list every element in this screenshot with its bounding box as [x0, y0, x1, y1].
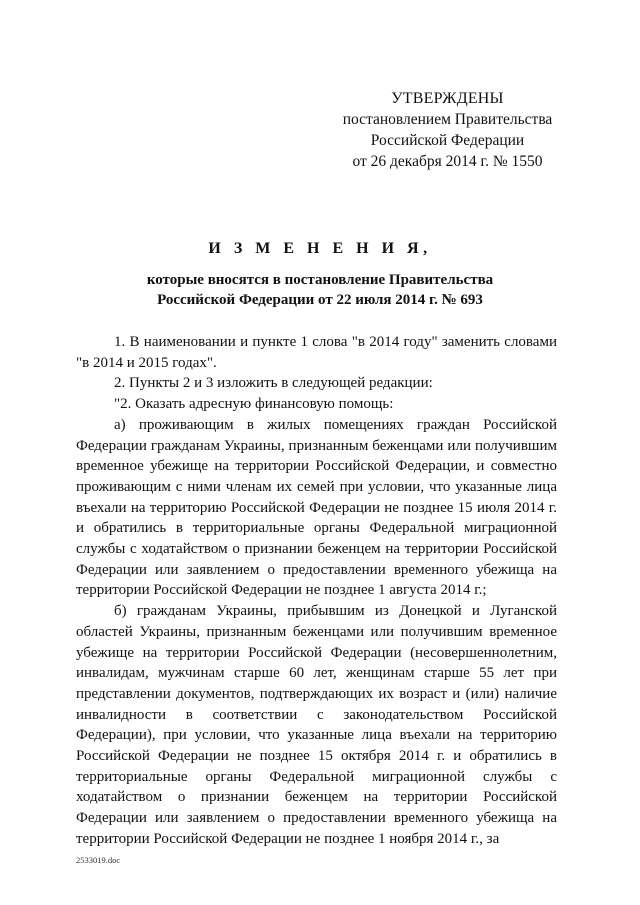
paragraph-5: б) гражданам Украины, прибывшим из Донецкой и Луганской областей Украины, признанным беженцами или получившим временное убежище на территории Российской Федерации (несовершеннолетним, инвалидам, мужчинам старше 60 лет, женщинам старше 55 лет при представлении документов, подтверждающих их возраст и (или) наличие инвалидности в соответствии с законодательством Российской Федерации), при условии, что указанные лица въехали на территорию Российской Федерации не позднее 15 октября 2014 г. и обратились в территориальные органы Федеральной миграционной службы с ходатайством о признании беженцем на территории Российской Федерации или заявлением о предоставлении временного убежища на территории Российской Федерации не позднее 1 ноября 2014 г., за — [76, 603, 557, 847]
paragraph-2: 2. Пункты 2 и 3 изложить в следующей редакции: — [114, 375, 433, 392]
approval-line-1: постановлением Правительства — [342, 111, 553, 128]
paragraph-3: "2. Оказать адресную финансовую помощь: — [114, 396, 394, 413]
document-title — [60, 238, 580, 310]
title-subtitle-line-1: которые вносятся в постановление Правительства — [146, 272, 494, 288]
title-main: И З М Е Н Е Н И Я, — [208, 240, 432, 257]
approval-line-2: Российской Федерации — [370, 132, 525, 149]
document-body — [76, 332, 557, 850]
approval-line-3: от 26 декабря 2014 г. № 1550 — [352, 153, 543, 170]
paragraph-1: 1. В наименовании и пункте 1 слова "в 2014 году" заменить словами "в 2014 и 2015 годах". — [76, 334, 557, 371]
approval-stamp — [320, 88, 575, 172]
file-name-footer: 2533019.doc — [76, 855, 121, 865]
paragraph-4: а) проживающим в жилых помещениях граждан Российской Федерации гражданам Украины, признанным беженцами или получившим временное убежище на территории Российской Федерации, и совместно проживающим с ними членам их семей при условии, что указанные лица въехали на территорию Российской Федерации не позднее 15 июля 2014 г. и обратились в территориальные органы Федеральной миграционной службы с ходатайством о признании беженцем на территории Российской Федерации или заявлением о предоставлении временного убежища на территории Российской Федерации не позднее 1 августа 2014 г.; — [76, 416, 557, 599]
title-subtitle-line-2: Российской Федерации от 22 июля 2014 г. № 693 — [157, 292, 483, 308]
approval-heading: УТВЕРЖДЕНЫ — [391, 90, 504, 107]
